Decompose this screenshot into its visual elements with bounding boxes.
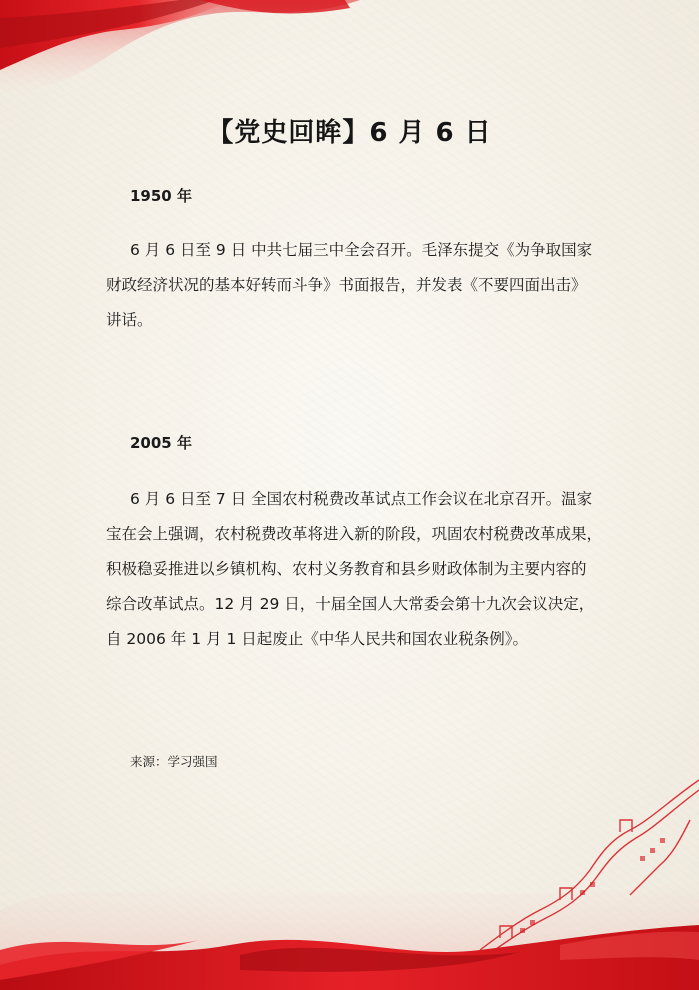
paragraph-line: 讲话。 — [106, 311, 153, 329]
paragraph-line: 财政经济状况的基本好转而斗争》书面报告，并发表《不要四面出击》 — [106, 276, 587, 294]
paragraph-line: 综合改革试点。12 月 29 日，十届全国人大常委会第十九次会议决定， — [106, 595, 595, 613]
section-year-2005: 2005 年 — [130, 434, 192, 452]
paragraph-line: 积极稳妥推进以乡镇机构、农村义务教育和县乡财政体制为主要内容的 — [106, 560, 587, 578]
section-paragraph-2005 — [106, 482, 606, 657]
paragraph-line: 6 月 6 日至 9 日 中共七届三中全会召开。毛泽东提交《为争取国家 — [130, 241, 593, 259]
paragraph-line: 6 月 6 日至 7 日 全国农村税费改革试点工作会议在北京召开。温家 — [130, 490, 593, 508]
section-year-1950: 1950 年 — [130, 187, 192, 205]
page-title: 【党史回眸】6 月 6 日 — [207, 118, 492, 148]
paragraph-line: 宝在会上强调，农村税费改革将进入新的阶段，巩固农村税费改革成果， — [106, 525, 603, 543]
source-note: 来源：学习强国 — [130, 754, 218, 769]
section-paragraph-1950 — [106, 233, 606, 338]
paragraph-line: 自 2006 年 1 月 1 日起废止《中华人民共和国农业税条例》。 — [106, 630, 528, 648]
